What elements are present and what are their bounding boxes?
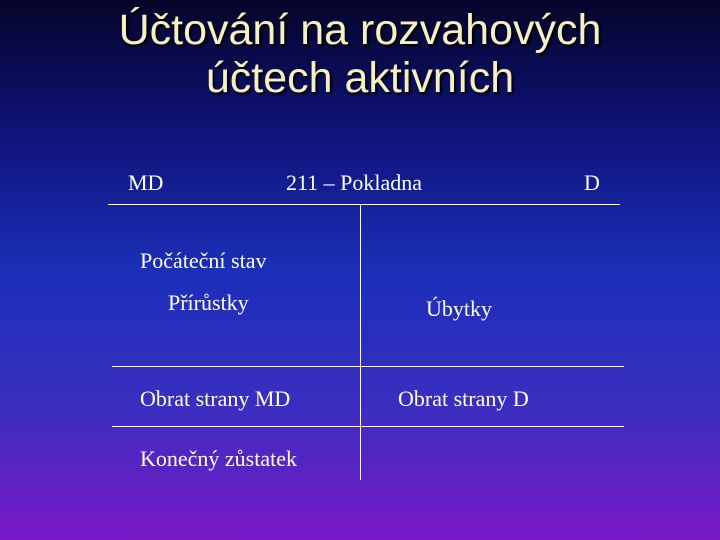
account-center-line xyxy=(360,205,361,480)
debit-side-label: MD xyxy=(128,170,164,195)
credit-side-label: D xyxy=(584,170,600,195)
turnover-credit: Obrat strany D xyxy=(398,386,529,411)
account-name: 211 – Pokladna xyxy=(286,170,423,195)
closing-balance: Konečný zůstatek xyxy=(140,446,297,471)
opening-balance: Počáteční stav xyxy=(140,248,267,273)
slide-title xyxy=(0,6,720,102)
title-line-2: účtech aktivních xyxy=(205,54,515,102)
account-header-line xyxy=(108,204,620,205)
decreases: Úbytky xyxy=(426,296,492,321)
title-line-1: Účtování na rozvahových xyxy=(118,6,602,54)
turnover-debit: Obrat strany MD xyxy=(140,386,291,411)
increases: Přírůstky xyxy=(168,290,249,315)
closing-line xyxy=(112,426,624,427)
turnover-line xyxy=(112,366,624,367)
